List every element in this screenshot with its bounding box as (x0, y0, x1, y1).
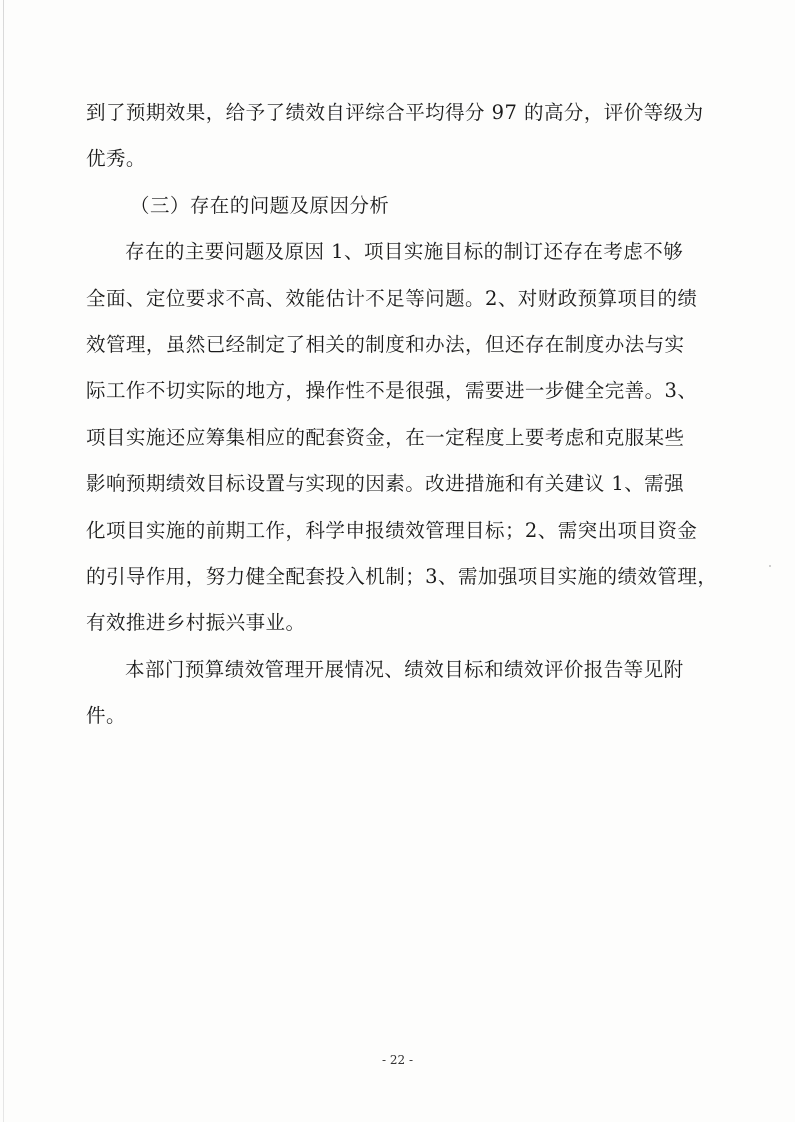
paragraph-line: 效管理，虽然已经制定了相关的制度和办法，但还存在制度办法与实 (86, 332, 685, 356)
section-heading: （三）存在的问题及原因分析 (130, 193, 390, 217)
paragraph-line: 化项目实施的前期工作，科学申报绩效管理目标；2、需突出项目资金 (86, 518, 698, 542)
scan-speck (769, 565, 771, 567)
paragraph-line: 有效推进乡村振兴事业。 (86, 611, 306, 635)
paragraph-line: 际工作不切实际的地方，操作性不是很强，需要进一步健全完善。3、 (86, 379, 698, 403)
paragraph-line: 到了预期效果，给予了绩效自评综合平均得分 97 的高分，评价等级为 (86, 101, 704, 124)
paragraph-line: 优秀。 (86, 147, 146, 171)
paragraph-line: 影响预期绩效目标设置与实现的因素。改进措施和有关建议 1、需强 (86, 472, 685, 496)
paragraph-line: 全面、定位要求不高、效能估计不足等问题。2、对财政预算项目的绩 (86, 286, 698, 310)
scan-edge (3, 0, 4, 1122)
paragraph-line: 本部门预算绩效管理开展情况、绩效目标和绩效评价报告等见附 (125, 657, 684, 681)
paragraph-line: 件。 (86, 704, 126, 728)
body-text (86, 103, 726, 752)
paragraph-line: 存在的主要问题及原因 1、项目实施目标的制订还存在考虑不够 (125, 240, 684, 264)
paragraph-line: 项目实施还应筹集相应的配套资金，在一定程度上要考虑和克服某些 (86, 425, 685, 449)
page-number: - 22 - (381, 1053, 413, 1067)
paragraph-line: 的引导作用，努力健全配套投入机制；3、需加强项目实施的绩效管理， (86, 564, 718, 588)
